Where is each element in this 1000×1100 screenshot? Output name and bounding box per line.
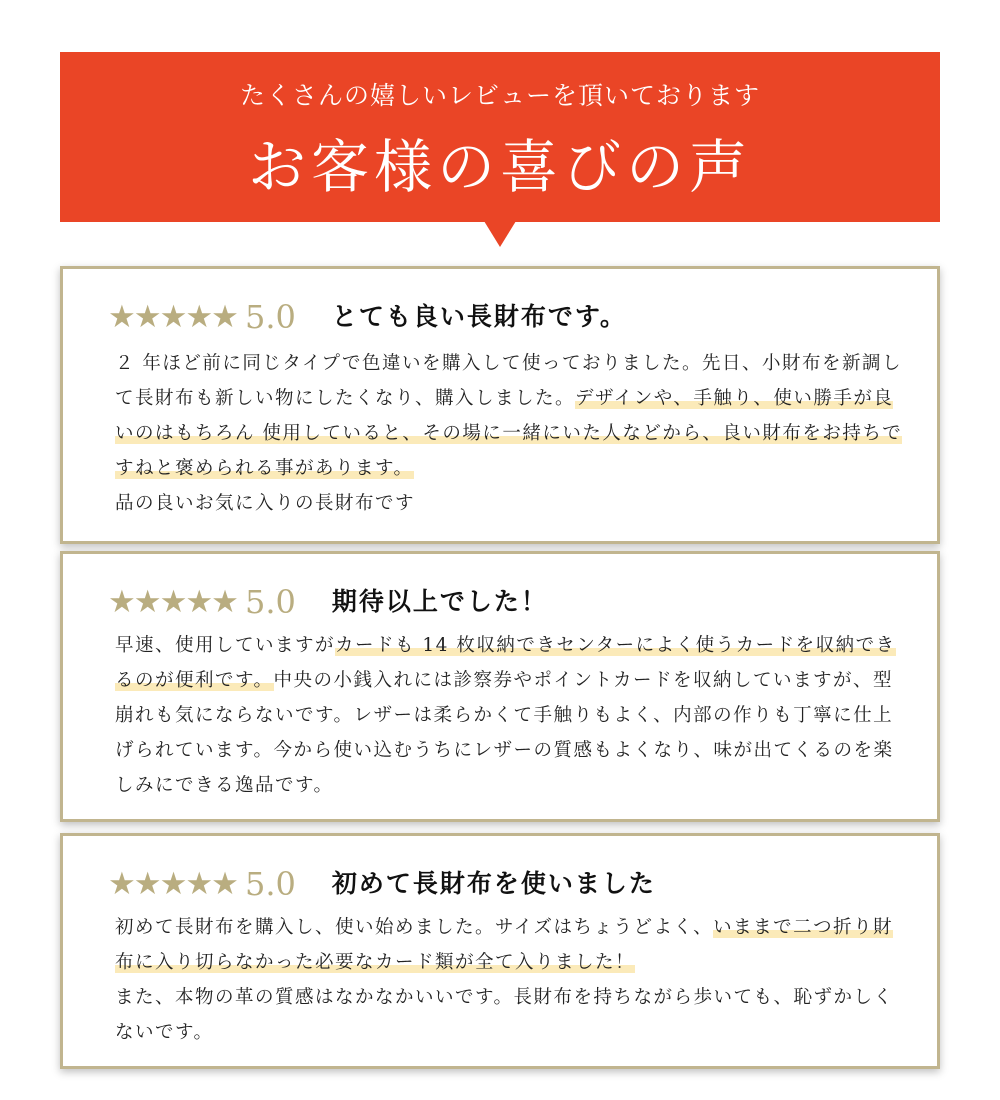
review-text-plain: 中央の小銭入れには診察券やポイントカードを収納していますが、型崩れも気にならないです。レザーは柔らかくて手触りもよく、内部の作りも丁寧に仕上げられています。今から使い込むうちにレザーの質感もよくなり、味が出てくるのを楽しみにできる逸品です。 <box>115 670 894 796</box>
review-header <box>108 862 656 906</box>
review-text-plain: 初めて長財布を購入し、使い始めました。サイズはちょうどよく、 <box>115 917 714 938</box>
star-rating-icon: ★★★★★ <box>108 584 237 620</box>
review-card <box>60 833 940 1069</box>
banner-subtitle: たくさんの嬉しいレビューを頂いております <box>239 81 760 110</box>
review-title: 初めて長財布を使いました <box>331 869 656 898</box>
review-header <box>108 580 548 624</box>
header-banner <box>60 52 940 222</box>
review-card <box>60 266 940 544</box>
review-text-highlight: カードも 14 枚収納できセンターによく使うカードを収納できるのが便利です。 <box>115 635 896 691</box>
banner-title: お客様の喜びの声 <box>247 133 752 201</box>
review-text-plain: 品の良いお気に入りの長財布です <box>115 493 416 514</box>
star-rating-icon: ★★★★★ <box>108 866 237 902</box>
review-text-plain: また、本物の革の質感はなかなかいいです。長財布を持ちながら歩いても、恥ずかしくないです。 <box>115 987 894 1043</box>
review-text <box>115 910 905 1050</box>
review-title: 期待以上でした！ <box>331 587 548 616</box>
review-text <box>115 628 905 803</box>
review-text-plain: 早速、使用していますが <box>115 635 336 656</box>
review-score: 5.0 <box>244 865 296 903</box>
review-text-plain: ２ 年ほど前に同じタイプで色違いを購入して使っておりました。先日、小財布を新調して長財布も新しい物にしたくなり、購入しました。 <box>115 353 903 409</box>
review-score: 5.0 <box>244 298 296 336</box>
star-rating-icon: ★★★★★ <box>108 299 237 335</box>
review-text-highlight: いままで二つ折り財布に入り切らなかった必要なカード類が全て入りました！ <box>115 917 894 973</box>
review-header <box>108 295 627 339</box>
review-text-highlight: デザインや、手触り、使い勝手が良いのはもちろん 使用していると、その場に一緒にいた人などから、良い財布をお持ちですねと褒められる事があります。 <box>115 388 903 479</box>
review-score: 5.0 <box>244 583 296 621</box>
review-card <box>60 551 940 822</box>
banner-pointer <box>484 221 516 247</box>
review-text <box>115 346 905 521</box>
review-title: とても良い長財布です。 <box>331 302 627 331</box>
